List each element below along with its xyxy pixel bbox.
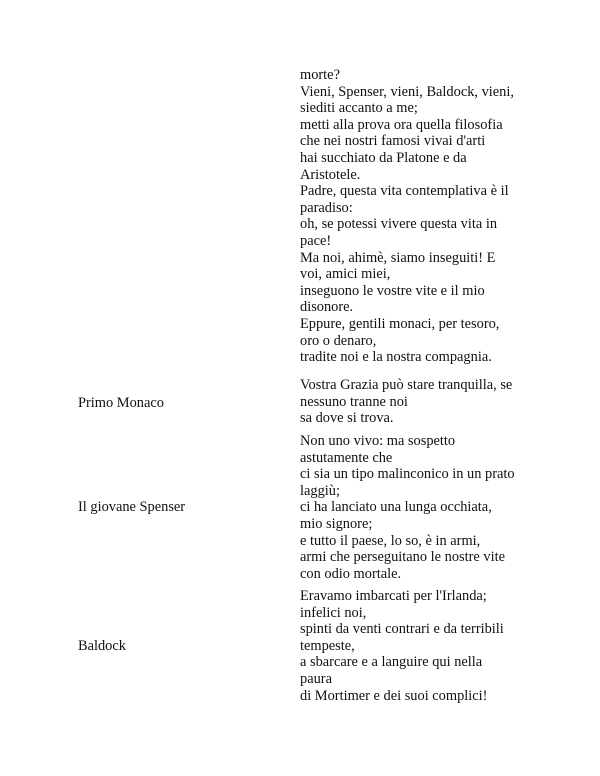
- dialogue-line: armi che perseguitano le nostre vite: [300, 549, 505, 566]
- dialogue-line: Padre, questa vita contemplativa è il: [300, 183, 509, 200]
- dialogue-line: tradite noi e la nostra compagnia.: [300, 349, 492, 366]
- dialogue-line: che nei nostri famosi vivai d'arti: [300, 133, 486, 150]
- dialogue-line: Eppure, gentili monaci, per tesoro,: [300, 315, 500, 332]
- dialogue-line: astutamente che: [300, 449, 393, 466]
- dialogue-line: oro o denaro,: [300, 332, 377, 349]
- dialogue-line: siediti accanto a me;: [300, 100, 418, 117]
- dialogue-line: ci sia un tipo malinconico in un prato: [300, 466, 515, 483]
- dialogue-lines: [300, 377, 540, 427]
- dialogue-line: mio signore;: [300, 515, 373, 532]
- dialogue-line: a sbarcare e a languire qui nella: [300, 654, 483, 671]
- dialogue-line: Eravamo imbarcati per l'Irlanda;: [300, 588, 487, 604]
- dialogue-line: Vieni, Spenser, vieni, Baldock, vieni,: [300, 83, 514, 100]
- dialogue-line: spinti da venti contrari e da terribili: [300, 621, 504, 638]
- dialogue-line: ci ha lanciato una lunga occhiata,: [300, 499, 492, 516]
- speaker-name: Primo Monaco: [78, 395, 164, 411]
- dialogue-line: e tutto il paese, lo so, è in armi,: [300, 532, 481, 549]
- speaker-name: Il giovane Spenser: [78, 499, 186, 515]
- dialogue-lines: [300, 588, 540, 704]
- dialogue-lines: [300, 433, 540, 582]
- dialogue-line: laggiù;: [300, 482, 340, 499]
- dialogue-line: nessuno tranne noi: [300, 393, 408, 410]
- dialogue-line: con odio mortale.: [300, 565, 402, 582]
- dialogue-line: disonore.: [300, 299, 354, 316]
- dialogue-line: hai succhiato da Platone e da: [300, 149, 467, 166]
- dialogue-line: voi, amici miei,: [300, 266, 391, 283]
- dialogue-line: di Mortimer e dei suoi complici!: [300, 687, 488, 704]
- dialogue-line: Vostra Grazia può stare tranquilla, se: [300, 377, 513, 393]
- dialogue-line: infelici noi,: [300, 604, 367, 621]
- dialogue-line: inseguono le vostre vite e il mio: [300, 282, 485, 299]
- dialogue-line: tempeste,: [300, 637, 355, 654]
- dialogue-line: paradiso:: [300, 199, 353, 216]
- dialogue-lines: [300, 67, 540, 366]
- dialogue-line: Non uno vivo: ma sospetto: [300, 433, 456, 449]
- dialogue-line: metti alla prova ora quella filosofia: [300, 116, 503, 133]
- dialogue-line: sa dove si trova.: [300, 410, 394, 427]
- dialogue-line: paura: [300, 670, 332, 687]
- dialogue-line: pace!: [300, 232, 332, 249]
- dialogue-line: oh, se potessi vivere questa vita in: [300, 216, 498, 233]
- dialogue-line: Aristotele.: [300, 166, 361, 183]
- speaker-name: Baldock: [78, 638, 126, 654]
- dialogue-line: morte?: [300, 67, 340, 83]
- dialogue-line: Ma noi, ahimè, siamo inseguiti! E: [300, 249, 496, 266]
